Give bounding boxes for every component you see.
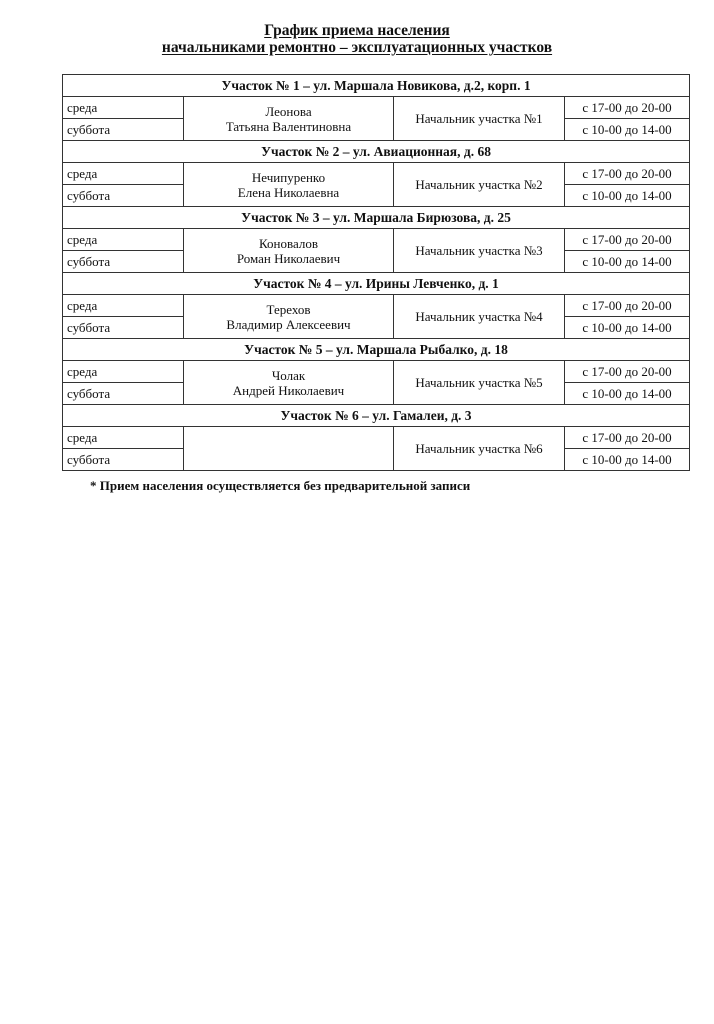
section-header-row [63, 405, 690, 427]
day-cell: суббота [63, 317, 184, 339]
day-cell: суббота [63, 119, 184, 141]
day-cell: среда [63, 229, 184, 251]
day-cell: среда [63, 427, 184, 449]
table-row [63, 427, 690, 449]
section-header: Участок № 6 – ул. Гамалеи, д. 3 [63, 405, 690, 427]
time-cell: с 10-00 до 14-00 [565, 119, 690, 141]
given-names: Елена Николаевна [237, 184, 340, 200]
table-row [63, 361, 690, 383]
table-row [63, 163, 690, 185]
name-cell [184, 295, 394, 339]
given-names: Владимир Алексеевич [226, 316, 351, 332]
surname: Леонова [265, 103, 312, 119]
time-cell: с 17-00 до 20-00 [565, 361, 690, 383]
day-cell: суббота [63, 449, 184, 471]
section-header: Участок № 1 – ул. Маршала Новикова, д.2, корп. 1 [63, 75, 690, 97]
section-header-row [63, 75, 690, 97]
time-cell: с 17-00 до 20-00 [565, 295, 690, 317]
section-header-row [63, 207, 690, 229]
surname: Чолак [271, 367, 306, 383]
name-cell [184, 427, 394, 471]
time-cell: с 10-00 до 14-00 [565, 449, 690, 471]
role-cell: Начальник участка №1 [394, 97, 565, 141]
time-cell: с 17-00 до 20-00 [565, 229, 690, 251]
day-cell: среда [63, 361, 184, 383]
role-cell: Начальник участка №6 [394, 427, 565, 471]
table-row [63, 295, 690, 317]
section-header: Участок № 4 – ул. Ирины Левченко, д. 1 [63, 273, 690, 295]
given-names: Роман Николаевич [236, 250, 341, 266]
role-cell: Начальник участка №5 [394, 361, 565, 405]
day-cell: среда [63, 163, 184, 185]
day-cell: суббота [63, 185, 184, 207]
time-cell: с 10-00 до 14-00 [565, 383, 690, 405]
title-line-1: График приема населения [264, 22, 450, 39]
table-row [63, 229, 690, 251]
day-cell: среда [63, 97, 184, 119]
time-cell: с 17-00 до 20-00 [565, 163, 690, 185]
time-cell: с 17-00 до 20-00 [565, 427, 690, 449]
name-cell [184, 361, 394, 405]
name-cell [184, 163, 394, 207]
day-cell: суббота [63, 383, 184, 405]
surname: Терехов [266, 301, 311, 317]
role-cell: Начальник участка №4 [394, 295, 565, 339]
given-names: Андрей Николаевич [232, 382, 345, 398]
role-cell: Начальник участка №2 [394, 163, 565, 207]
title-line-2: начальниками ремонтно – эксплуатационных участков [161, 39, 553, 56]
footnote: * Прием населения осуществляется без предварительной записи [90, 478, 471, 493]
schedule-table [62, 74, 690, 471]
section-header-row [63, 273, 690, 295]
role-cell: Начальник участка №3 [394, 229, 565, 273]
section-header-row [63, 339, 690, 361]
section-header: Участок № 5 – ул. Маршала Рыбалко, д. 18 [63, 339, 690, 361]
day-cell: среда [63, 295, 184, 317]
section-header: Участок № 2 – ул. Авиационная, д. 68 [63, 141, 690, 163]
name-cell [184, 97, 394, 141]
time-cell: с 10-00 до 14-00 [565, 251, 690, 273]
day-cell: суббота [63, 251, 184, 273]
surname: Нечипуренко [251, 169, 326, 185]
table-row [63, 97, 690, 119]
time-cell: с 10-00 до 14-00 [565, 317, 690, 339]
section-header-row [63, 141, 690, 163]
time-cell: с 10-00 до 14-00 [565, 185, 690, 207]
page-title [0, 22, 714, 56]
time-cell: с 17-00 до 20-00 [565, 97, 690, 119]
surname: Коновалов [259, 235, 318, 251]
name-cell [184, 229, 394, 273]
given-names: Татьяна Валентиновна [225, 118, 352, 134]
section-header: Участок № 3 – ул. Маршала Бирюзова, д. 25 [63, 207, 690, 229]
